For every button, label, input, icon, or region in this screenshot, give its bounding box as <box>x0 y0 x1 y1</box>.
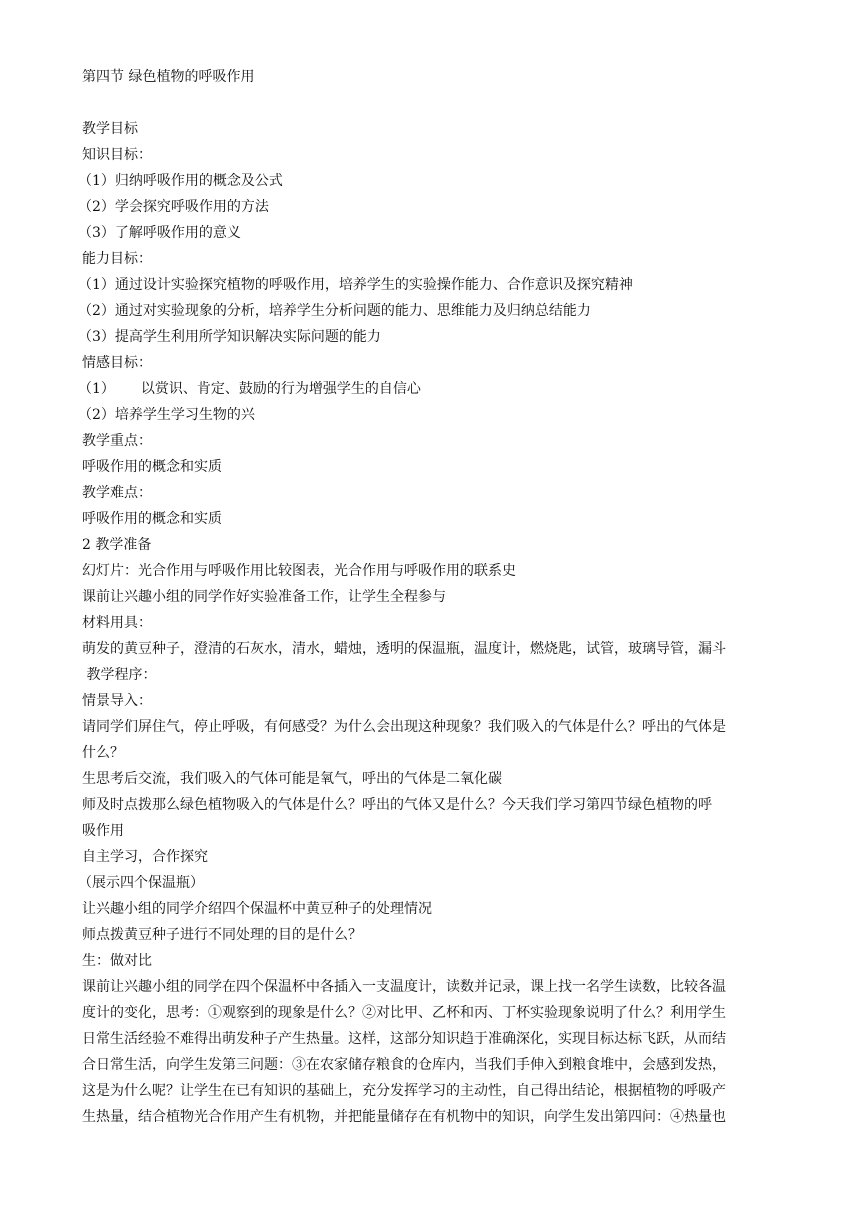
key-points-text: 呼吸作用的概念和实质 <box>82 459 222 475</box>
knowledge-goal-1: （1）归纳呼吸作用的概念及公式 <box>78 173 283 189</box>
emotion-goal-1-number: （1） <box>78 381 115 397</box>
intro-para-line-1: 请同学们屏住气，停止呼吸，有何感受？为什么会出现这种现象？我们吸入的气体是什么？呼出的气体是 <box>82 719 726 735</box>
ability-goal-2: （2）通过对实验现象的分析，培养学生分析问题的能力、思维能力及归纳总结能力 <box>78 303 591 319</box>
teacher-question: 师点拨黄豆种子进行不同处理的目的是什么？ <box>82 927 362 943</box>
heading-self-study: 自主学习，合作探究 <box>82 849 208 865</box>
experiment-para-line-6: 生热量，结合植物光合作用产生有机物，并把能量储存在有机物中的知识，向学生发出第四问：④热量也 <box>82 1109 726 1125</box>
heading-ability-goals: 能力目标： <box>82 251 152 267</box>
student-answer: 生思考后交流，我们吸入的气体可能是氧气，呼出的气体是二氧化碳 <box>82 771 502 787</box>
group-introduction: 让兴趣小组的同学介绍四个保温杯中黄豆种子的处理情况 <box>82 901 432 917</box>
heading-emotion-goals: 情感目标： <box>82 355 152 371</box>
heading-difficult-points: 教学难点： <box>82 485 152 501</box>
document-page <box>78 64 782 1130</box>
ability-goal-1: （1）通过设计实验探究植物的呼吸作用，培养学生的实验操作能力、合作意识及探究精神 <box>78 277 633 293</box>
heading-procedure: 教学程序： <box>82 667 157 683</box>
ability-goal-3: （3）提高学生利用所学知识解决实际问题的能力 <box>78 329 381 345</box>
heading-teaching-goals: 教学目标 <box>82 121 138 137</box>
knowledge-goal-2: （2）学会探究呼吸作用的方法 <box>78 199 269 215</box>
heading-key-points: 教学重点： <box>82 433 152 449</box>
student-contrast: 生：做对比 <box>82 953 152 969</box>
experiment-para-line-3: 日常生活经验不难得出萌发种子产生热量。这样，这部分知识趋于准确深化，实现目标达标飞跃，从而结 <box>82 1031 726 1047</box>
heading-materials: 材料用具： <box>82 615 152 631</box>
experiment-para-line-4: 合日常生活，向学生发第三问题：③在农家储存粮食的仓库内，当我们手伸入到粮食堆中，会感到发热， <box>82 1057 726 1073</box>
preparation-groups: 课前让兴趣小组的同学作好实验准备工作，让学生全程参与 <box>82 589 446 605</box>
heading-preparation: 2 教学准备 <box>82 537 152 553</box>
experiment-para-line-2: 度计的变化，思考：①观察到的现象是什么？②对比甲、乙杯和丙、丁杯实验现象说明了什么？利用学生 <box>82 1005 726 1021</box>
heading-scenario-intro: 情景导入： <box>82 693 152 709</box>
materials-list: 萌发的黄豆种子，澄清的石灰水，清水，蜡烛，透明的保温瓶，温度计，燃烧匙，试管，玻璃导管，漏斗 <box>82 641 726 657</box>
show-thermos: （展示四个保温瓶） <box>78 875 204 891</box>
emotion-goal-1-text: 以赏识、肯定、鼓励的行为增强学生的自信心 <box>140 381 421 397</box>
teacher-prompt-line-1: 师及时点拨那么绿色植物吸入的气体是什么？呼出的气体又是什么？今天我们学习第四节绿色植物的呼 <box>82 797 712 813</box>
emotion-goal-2: （2）培养学生学习生物的兴 <box>78 407 255 423</box>
experiment-para-line-5: 这是为什么呢？让学生在已有知识的基础上，充分发挥学习的主动性，自己得出结论，根据植物的呼吸产 <box>82 1083 726 1099</box>
section-title: 第四节 绿色植物的呼吸作用 <box>82 69 255 85</box>
teacher-prompt-line-2: 吸作用 <box>82 823 124 839</box>
intro-para-line-2: 什么？ <box>82 745 124 761</box>
preparation-slides: 幻灯片：光合作用与呼吸作用比较图表，光合作用与呼吸作用的联系史 <box>82 563 516 579</box>
heading-knowledge-goals: 知识目标： <box>82 147 152 163</box>
difficult-points-text: 呼吸作用的概念和实质 <box>82 511 222 527</box>
knowledge-goal-3: （3）了解呼吸作用的意义 <box>78 225 241 241</box>
experiment-para-line-1: 课前让兴趣小组的同学在四个保温杯中各插入一支温度计，读数并记录，课上找一名学生读数，比较各温 <box>82 979 726 995</box>
emotion-goal-1 <box>78 376 782 402</box>
